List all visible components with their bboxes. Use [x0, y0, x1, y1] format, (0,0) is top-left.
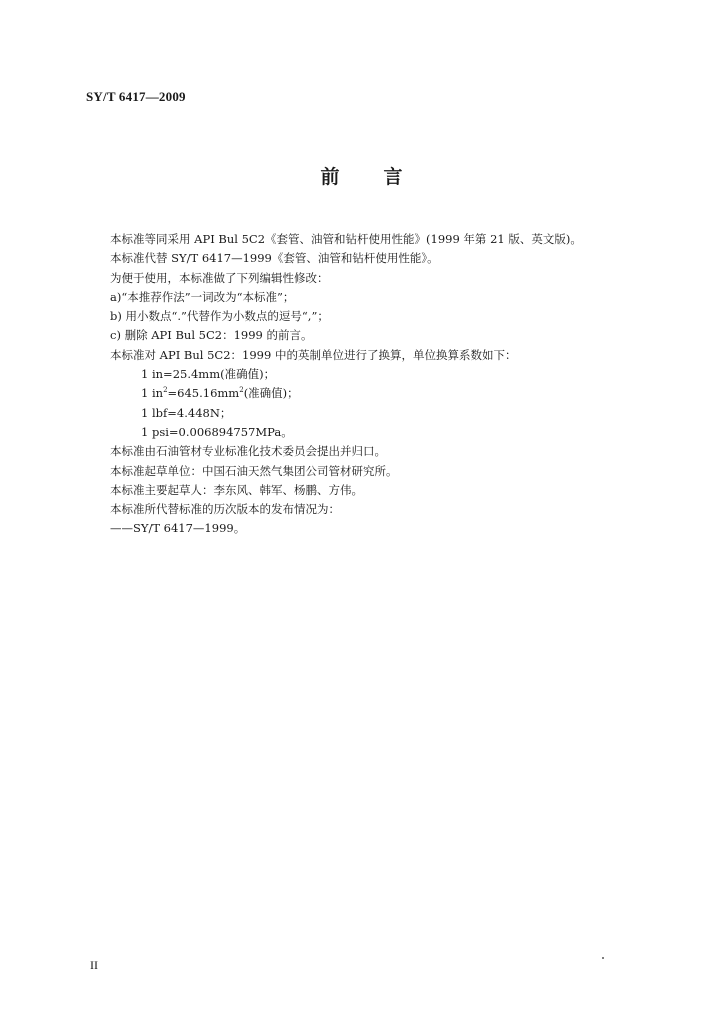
edit-item-b: b) 用小数点“.”代替作为小数点的逗号“,”；	[110, 309, 329, 324]
standard-code-header: SY/T 6417—2009	[86, 89, 186, 104]
conversion-square-inch: 1 $in^2=645.16mm^2$(准确值)；	[141, 386, 299, 401]
paragraph-proposer: 本标准由石油管材专业标准化技术委员会提出并归口。	[110, 444, 386, 459]
paragraph-history-intro: 本标准所代替标准的历次版本的发布情况为：	[110, 502, 340, 517]
scan-speck	[602, 957, 604, 959]
conversion-lbf: 1 lbf=4.448N；	[141, 405, 232, 420]
title-char-1: 前	[320, 166, 340, 188]
paragraph-unit-conversion: 本标准对 API Bul 5C2：1999 中的英制单位进行了换算，单位换算系数如下：	[110, 347, 517, 362]
paragraph-edits-intro: 为便于使用，本标准做了下列编辑性修改：	[110, 270, 329, 285]
conversion-psi: 1 psi=0.006894757MPa。	[141, 424, 293, 439]
paragraph-drafters: 本标准主要起草人：李东风、韩军、杨鹏、方伟。	[110, 482, 363, 497]
title-char-2: 言	[383, 166, 403, 188]
page-title	[0, 162, 723, 189]
edit-item-c: c) 删除 API Bul 5C2：1999 的前言。	[110, 328, 313, 343]
edit-item-a: a)“本推荐作法”一词改为“本标准”；	[110, 289, 295, 304]
foreword-body	[110, 230, 670, 539]
paragraph-drafting-unit: 本标准起草单位：中国石油天然气集团公司管材研究所。	[110, 463, 398, 478]
paragraph-adoption: 本标准等同采用 API Bul 5C2《套管、油管和钻杆使用性能》(1999 年第 21 版、英文版)。	[110, 232, 582, 246]
history-item: ——SY/T 6417—1999。	[110, 521, 246, 536]
page-number: II	[90, 958, 98, 972]
paragraph-replaces: 本标准代替 SY/T 6417—1999《套管、油管和钻杆使用性能》。	[110, 251, 439, 266]
conversion-inch: 1 in=25.4mm(准确值)；	[141, 367, 276, 382]
